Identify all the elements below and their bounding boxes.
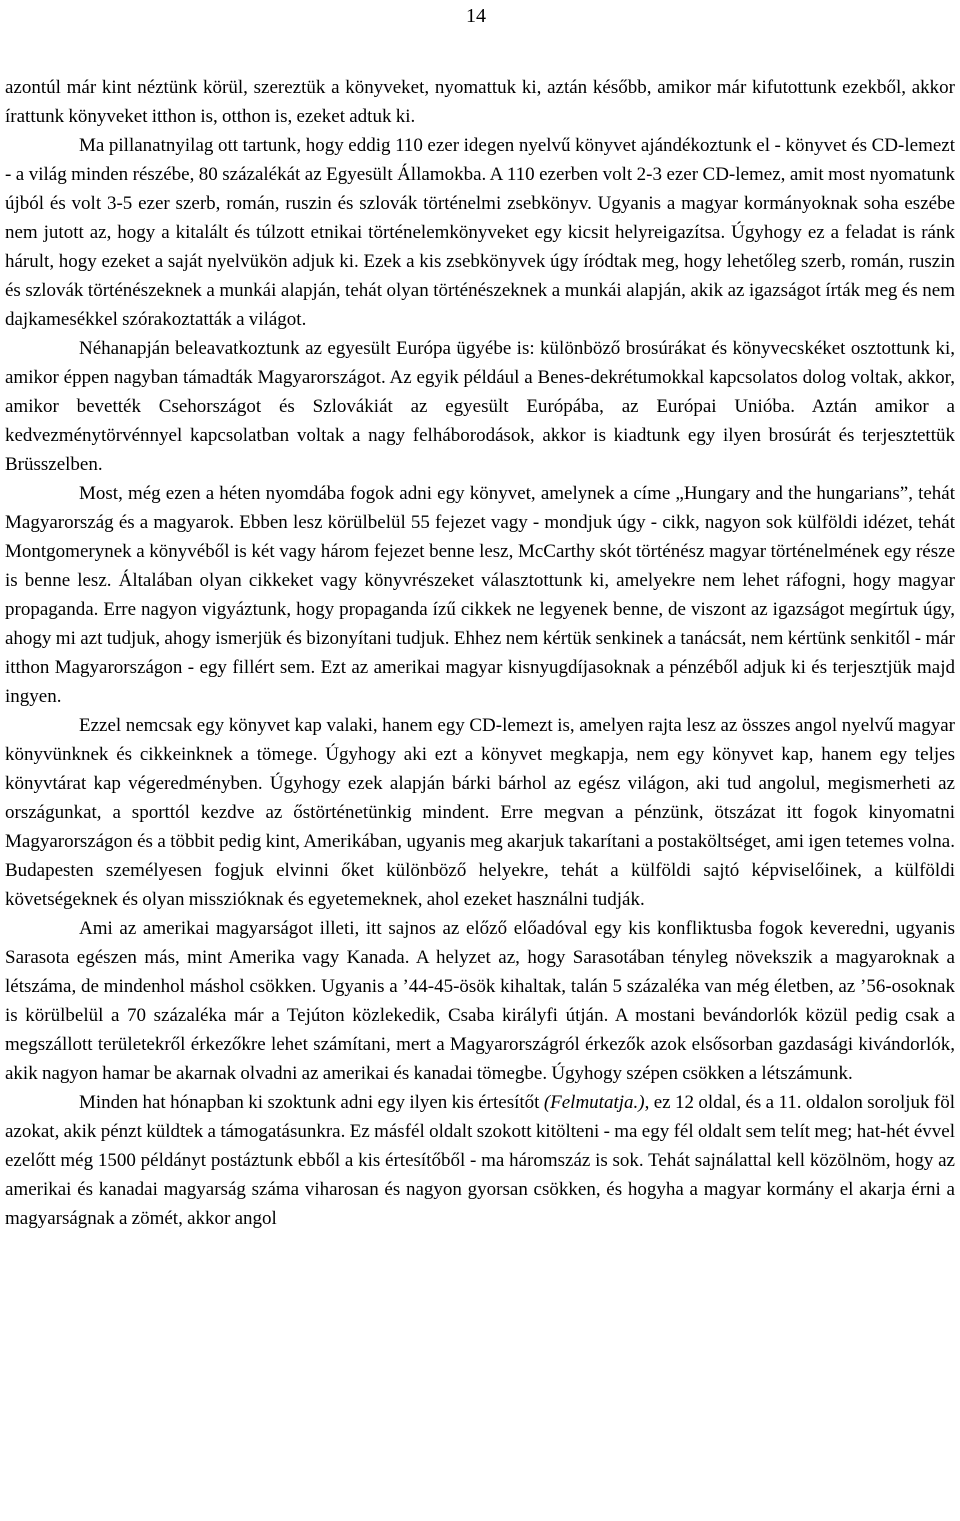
paragraph-1: azontúl már kint néztünk körül, szereztük a könyveket, nyomattuk ki, aztán később, amikor már kifutottunk ezekből, akkor írattunk könyveket itthon is, otthon is, ezeket adtuk ki. bbox=[5, 77, 955, 127]
paragraph-2: Ma pillanatnyilag ott tartunk, hogy eddig 110 ezer idegen nyelvű könyvet ajándékoztunk el - könyvet és CD-lemezt - a világ minden részébe, 80 százalékát az Egyesült Államokba. A 110 ezerben volt 2-3 ezer CD-lemez, amit most nyomatunk újból és volt 3-5 ezer szerb, román, ruszin és szlovák történelmi zsebkönyv. Ugyanis a magyar kormányoknak soha eszébe nem jutott az, hogy a kitalált és túlzott etnikai történelemkönyveket egy kicsit helyreigazítsa. Úgyhogy ez a feladat is ránk hárult, hogy ezeket a saját nyelvükön adjuk ki. Ezek a kis zsebkönyvek úgy íródtak meg, hogy lehetőleg szerb, román, ruszin és szlovák történészeknek a munkái alapján, tehát olyan történészeknek a munkái alapján, akik az igazságot írták meg és nem dajkamesékkel szórakoztatták a világot. bbox=[5, 135, 955, 330]
paragraph-4: Most, még ezen a héten nyomdába fogok adni egy könyvet, amelynek a címe „Hungary and the hungarians”, tehát Magyarország és a magyarok. Ebben lesz körülbelül 55 fejezet vagy - mondjuk úgy - cikk, nagyon sok külföldi idézet, tehát Montgomerynek a könyvéből is két vagy három fejezet benne lesz, McCarthy skót történész magyar történelmének egy része is benne lesz. Általában olyan cikkeket vagy könyvrészeket választottunk ki, amelyekre nem lehet ráfogni, hogy magyar propaganda. Erre nagyon vigyáztunk, hogy propaganda ízű cikkek ne legyenek benne, de viszont az igazságot megírtuk úgy, ahogy mi azt tudjuk, ahogy ismerjük és bizonyítani tudjuk. Ehhez nem kértük senkinek a tanácsát, nem kértünk senkitől - már itthon Magyarországon - egy fillért sem. Ezt az amerikai magyar kisnyugdíjasoknak a pénzéből adjuk ki és terjesztjük majd ingyen. bbox=[5, 483, 955, 707]
paragraph-5: Ezzel nemcsak egy könyvet kap valaki, hanem egy CD-lemezt is, amelyen rajta lesz az összes angol nyelvű magyar könyvünknek és cikkeinknek a tömege. Úgyhogy aki ezt a könyvet megkapja, nem egy könyvet kap, hanem egy teljes könyvtárat kap végeredményben. Úgyhogy ezek alapján bárki bárhol az egész világon, aki tud angolul, megismerheti az országunkat, a sporttól kezdve az őstörténetünkig mindent. Erre megvan a pénzünk, ötszázat itt fogok kinyomatni Magyarországon és a többit pedig kint, Amerikában, ugyanis meg akarjuk takarítani a postaköltséget, ami igen tetemes volna. Budapesten személyesen fogjuk elvinni őket különböző helyekre, tehát a külföldi sajtó képviselőinek, a külföldi követségeknek és olyan misszióknak és egyetemeknek, ahol ezeket használni tudják. bbox=[5, 715, 955, 910]
paragraph-3: Néhanapján beleavatkoztunk az egyesült Európa ügyébe is: különböző brosúrákat és könyvecskéket osztottunk ki, amikor éppen nagyban támadták Magyarországot. Az egyik például a Benes-dekrétumokkal kapcsolatos dolog voltak, akkor, amikor bevették Csehországot és Szlovákiát az egyesült Európába, az Európai Unióba. Aztán amikor a kedvezménytörvénnyel kapcsolatban voltak a nagy felháborodások, akkor is kiadtunk egy ilyen brosúrát és terjesztettük Brüsszelben. bbox=[5, 338, 955, 475]
paragraph-7-text-after: , ez 12 oldal, és a 11. oldalon soroljuk föl azokat, akik pénzt küldtek a támogatásunkra. Ez másfél oldalt szokott kitölteni - ma egy fél oldalt sem telít meg; hat-hét évvel ezelőtt még 1500 példányt postáztunk ebből a kis értesítőből - ma háromszáz is sok. Tehát sajnálattal kell közölnöm, hogy az amerikai és kanadai magyarság száma viharosan és nagyon gyorsan csökken, és hogyha a magyar kormány el akarja érni a magyarságnak a zömét, akkor angol bbox=[5, 1092, 955, 1229]
paragraph-7 bbox=[5, 1088, 955, 1233]
paragraph-6: Ami az amerikai magyarságot illeti, itt sajnos az előző előadóval egy kis konfliktusba fogok keveredni, ugyanis Sarasota egészen más, mint Amerika vagy Kanada. A helyzet az, hogy Sarasotában tényleg növekszik a magyaroknak a létszáma, de mindenhol máshol csökken. Ugyanis a ’44-45-ösök kihaltak, talán 5 százaléka van még életben, az ’56-osoknak is körülbelül a 70 százaléka már a Tejúton közlekedik, Csaba királyfi útján. A mostani bevándorlók közül pedig csak a megszállott területekről érkezőkre lehet számítani, mert a Magyarországról érkezők azok elsősorban gazdasági kivándorlók, akik nagyon hamar be akarnak olvadni az amerikai és kanadai tömegbe. Úgyhogy szépen csökken a létszámunk. bbox=[5, 918, 955, 1084]
page-number: 14 bbox=[466, 5, 486, 27]
paragraph-7-italic-note: (Felmutatja.) bbox=[543, 1092, 645, 1113]
paragraph-7-text-before: Minden hat hónapban ki szoktunk adni egy ilyen kis értesítőt bbox=[79, 1092, 544, 1113]
body-text bbox=[5, 73, 955, 1233]
